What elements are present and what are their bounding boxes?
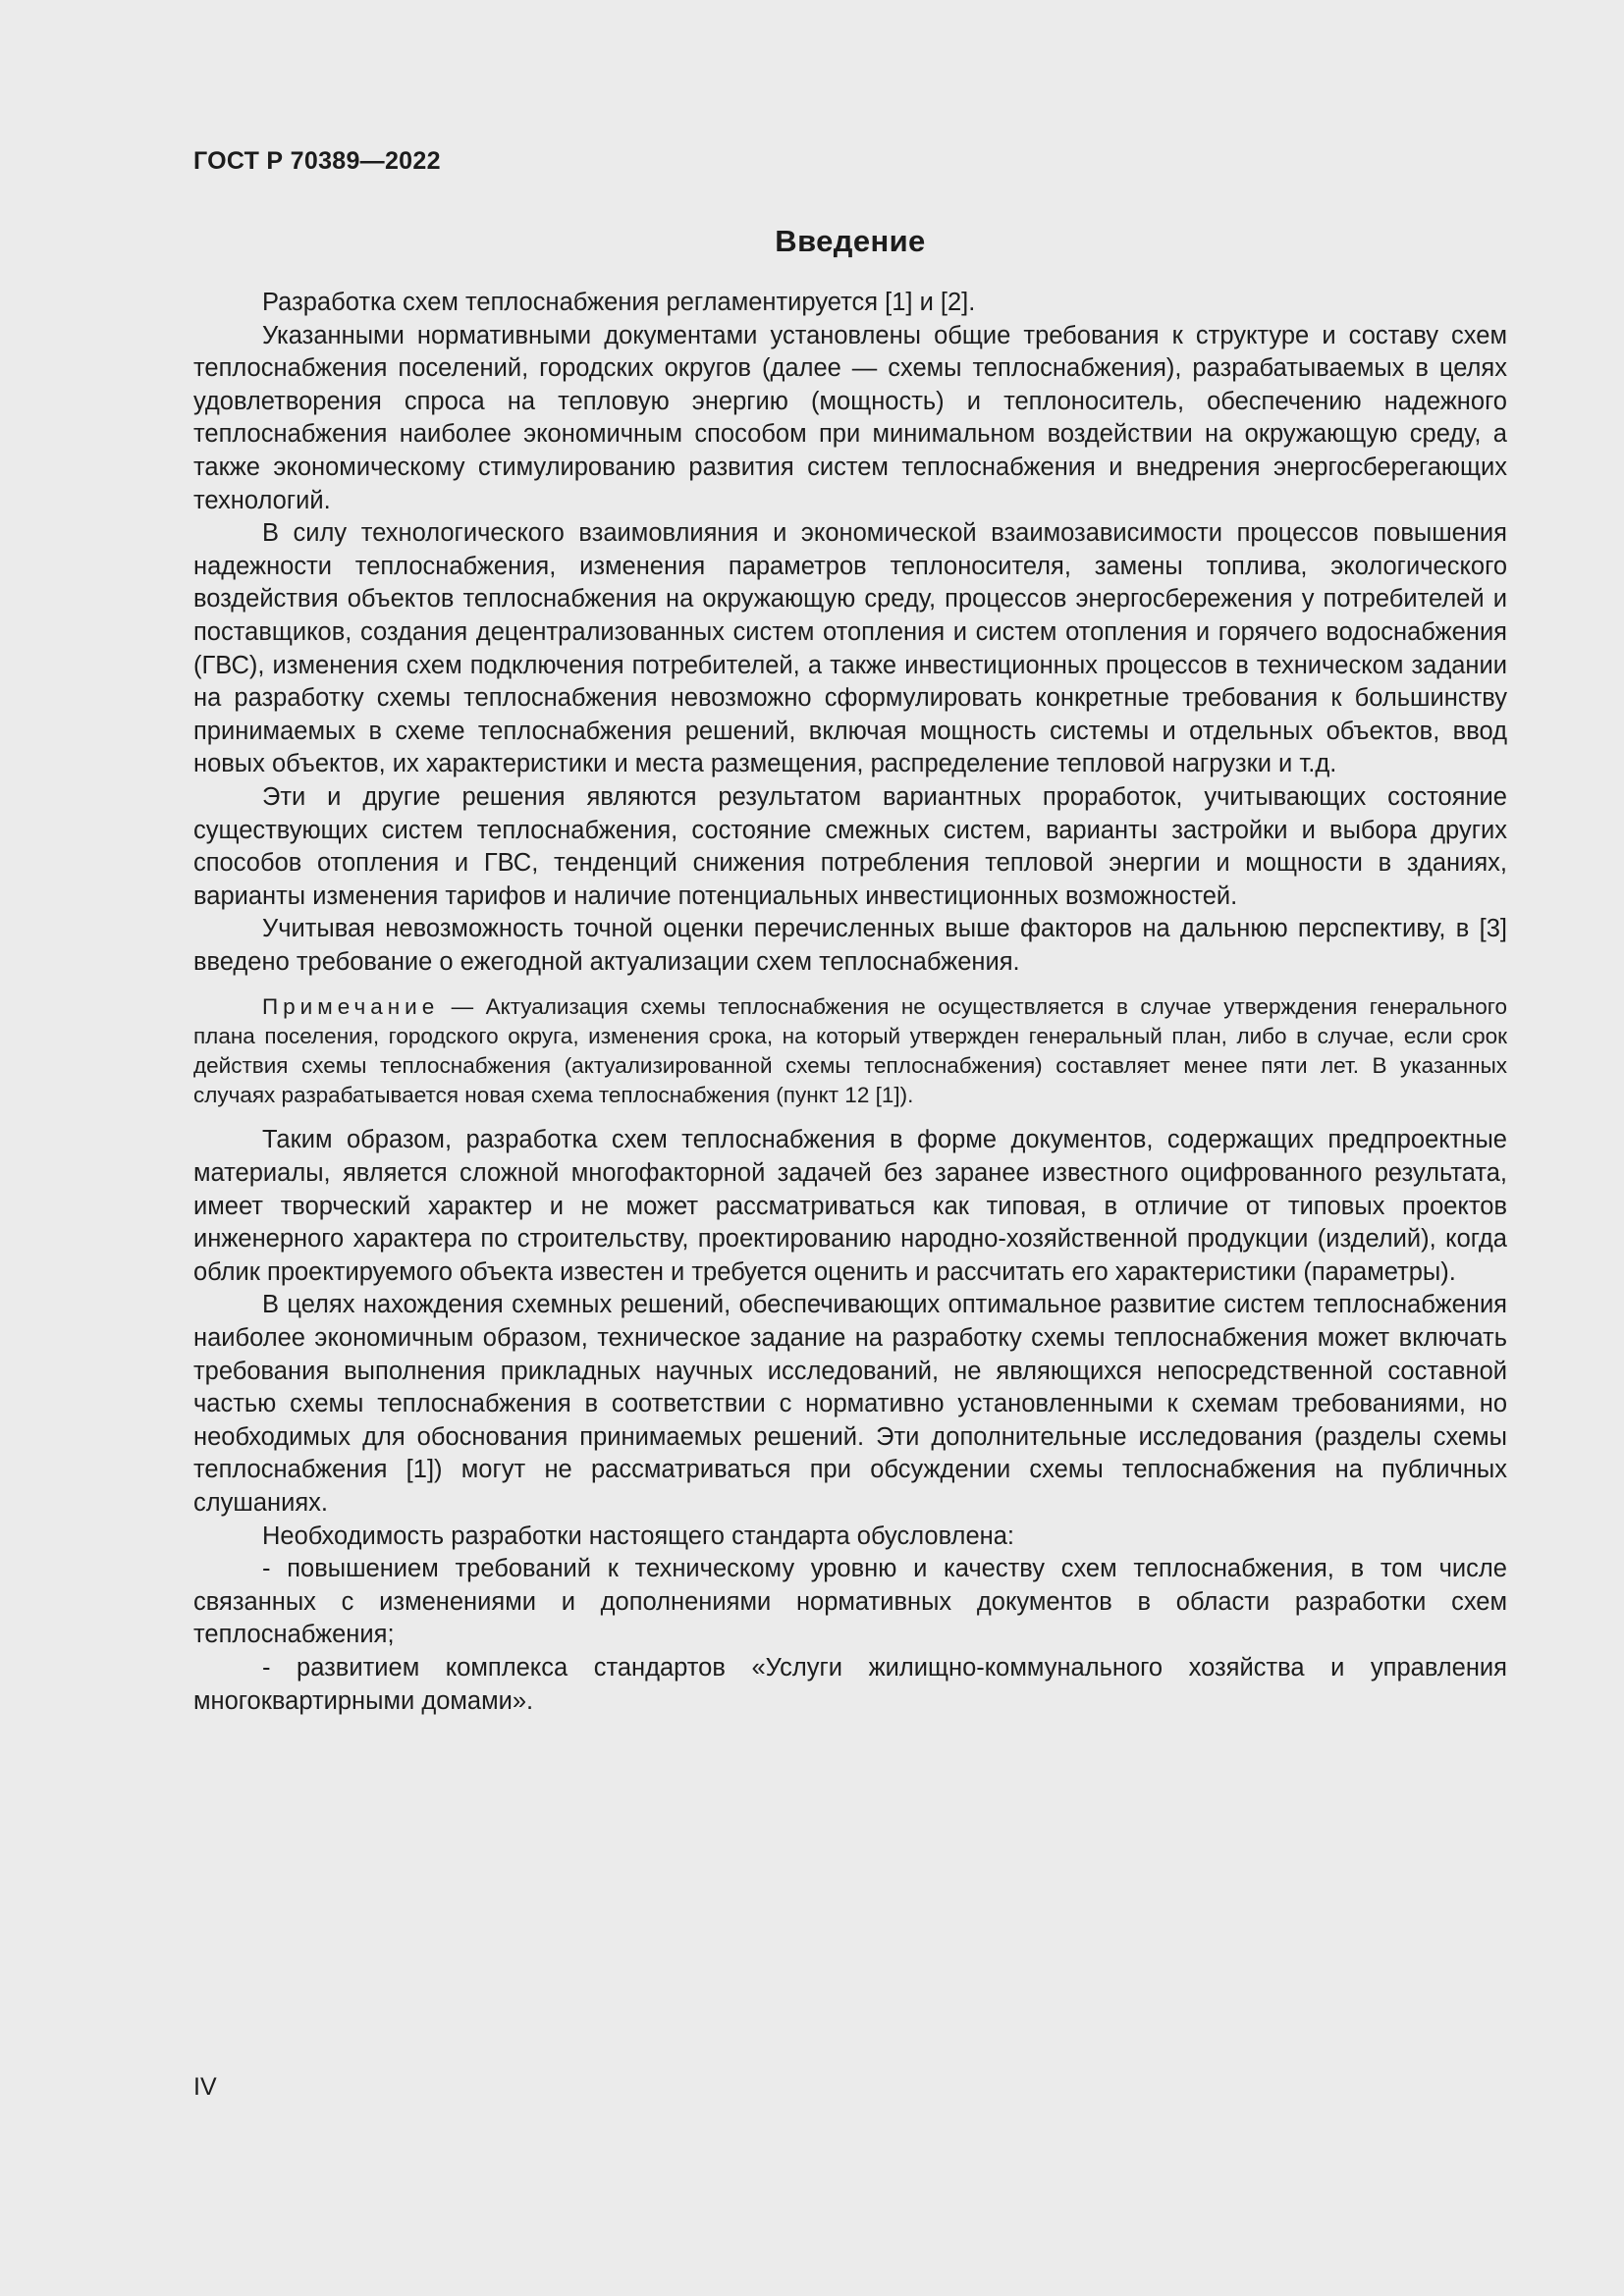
body-text [193, 287, 1507, 1718]
paragraph: В целях нахождения схемных решений, обеспечивающих оптимальное развитие систем теплоснабжения наиболее экономичным образом, техническое задание на разработку схемы теплоснабжения может включать требования выполнения прикладных научных исследований, не являющихся непосредственной составной частью схемы теплоснабжения в соответствии с нормативно установленными к схемам требованиями, но необходимых для обоснования принимаемых решений. Эти дополнительные исследования (разделы схемы теплоснабжения [1]) могут не рассматриваться при обсуждении схемы теплоснабжения на публичных слушаниях. [193, 1291, 1507, 1517]
paragraph: В силу технологического взаимовлияния и экономической взаимозависимости процессов повышения надежности теплоснабжения, изменения параметров теплоносителя, замены топлива, экологического воздействия объектов теплоснабжения на окружающую среду, процессов энергосбережения у потребителей и поставщиков, создания децентрализованных систем отопления и систем отопления и горячего водоснабжения (ГВС), изменения схем подключения потребителей, а также инвестиционных процессов в техническом задании на разработку схемы теплоснабжения невозможно сформулировать конкретные требования к большинству принимаемых в схеме теплоснабжения решений, включая мощность системы и отдельных объектов, ввод новых объектов, их характеристики и места размещения, распределение тепловой нагрузки и т.д. [193, 519, 1507, 778]
paragraph: Эти и другие решения являются результатом вариантных проработок, учитывающих состояние существующих систем теплоснабжения, состояние смежных систем, варианты застройки и выбора других способов отопления и ГВС, тенденций снижения потребления тепловой энергии и мощности в зданиях, варианты изменения тарифов и наличие потенциальных инвестиционных возможностей. [193, 782, 1507, 910]
paragraph: Необходимость разработки настоящего стандарта обусловлена: [262, 1522, 1014, 1550]
paragraph: Разработка схем теплоснабжения регламентируется [1] и [2]. [262, 289, 976, 316]
note-text: Актуализация схемы теплоснабжения не осуществляется в случае утверждения генерального плана поселения, городского округа, изменения срока, на который утвержден генеральный план, либо в случае, если срок действия схемы теплоснабжения (актуализированной схемы теплоснабжения) составляет менее пяти лет. В указанных случаях разрабатывается новая схема теплоснабжения (пункт 12 [1]). [193, 994, 1507, 1108]
note-dash: — [439, 994, 486, 1020]
list-item: - развитием комплекса стандартов «Услуги жилищно-коммунального хозяйства и управления многоквартирными домами». [193, 1653, 1507, 1715]
paragraph: Таким образом, разработка схем теплоснабжения в форме документов, содержащих предпроектные материалы, является сложной многофакторной задачей без заранее известного оцифрованного результата, имеет творческий характер и не может рассматриваться как типовая, в отличие от типовых проектов инженерного характера по строительству, проектированию народно-хозяйственной продукции (изделий), когда облик проектируемого объекта известен и требуется оценить и рассчитать его характеристики (параметры). [193, 1126, 1507, 1286]
list-item: - повышением требований к техническому уровню и качеству схем теплоснабжения, в том числе связанных с изменениями и дополнениями нормативных документов в области разработки схем теплоснабжения; [193, 1555, 1507, 1649]
page-number: IV [193, 2073, 217, 2101]
paragraph: Указанными нормативными документами установлены общие требования к структуре и составу схем теплоснабжения поселений, городских округов (далее — схемы теплоснабжения), разрабатываемых в целях удовлетворения спроса на тепловую энергию (мощность) и теплоноситель, обеспечению надежного теплоснабжения наиболее экономичным способом при минимальном воздействии на окружающую среду, а также экономическому стимулированию развития систем теплоснабжения и внедрения энергосберегающих технологий. [193, 321, 1507, 514]
paragraph: Учитывая невозможность точной оценки перечисленных выше факторов на дальнюю перспективу, в [3] введено требование о ежегодной актуализации схем теплоснабжения. [193, 915, 1507, 976]
note-block [193, 992, 1507, 1110]
section-title: Введение [775, 224, 926, 258]
standard-code-header: ГОСТ Р 70389—2022 [193, 147, 441, 175]
note-label: Примечание [262, 994, 440, 1020]
